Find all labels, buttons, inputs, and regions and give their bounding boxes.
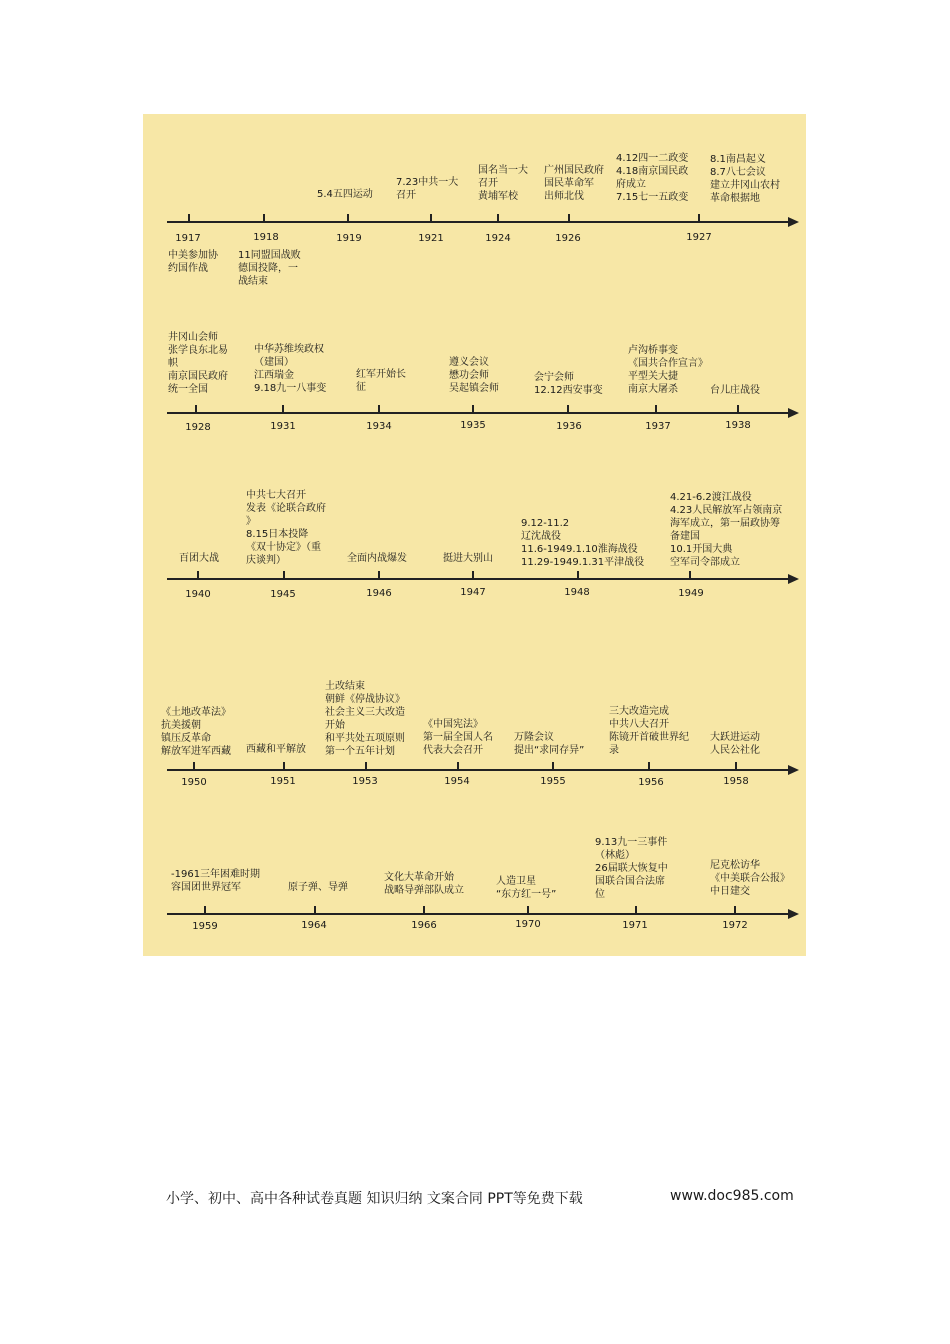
year-label: 1927 — [686, 232, 712, 243]
event-text: 中华苏维埃政权 （建国） 江西瑞金 9.18九一八事变 — [254, 344, 327, 394]
year-label: 1940 — [185, 589, 211, 600]
event-text: 文化大革命开始 战略导弹部队成立 — [384, 872, 464, 896]
event-text: 遵义会议 懋功会师 吴起镇会师 — [449, 357, 499, 394]
year-label: 1958 — [723, 776, 749, 787]
year-label: 1946 — [366, 588, 392, 599]
event-text: 三大改造完成 中共八大召开 陈镜开首破世界纪 录 — [609, 706, 689, 756]
year-label: 1972 — [722, 920, 748, 931]
year-label: 1936 — [556, 421, 582, 432]
event-text: 西藏和平解放 — [246, 744, 306, 755]
year-label: 1917 — [175, 233, 201, 244]
axis-arrow-icon — [788, 909, 799, 919]
footer-site-link[interactable]: www.doc985.com — [670, 1188, 794, 1204]
event-text: 大跃进运动 人民公社化 — [710, 732, 760, 756]
event-text: 万隆会议 提出“求同存异” — [514, 732, 585, 756]
year-tick — [423, 906, 425, 914]
year-label: 1918 — [253, 232, 279, 243]
year-tick — [314, 906, 316, 914]
year-tick — [635, 906, 637, 914]
year-label: 1950 — [181, 777, 207, 788]
footer — [166, 1188, 806, 1208]
event-text: 百团大战 — [179, 553, 219, 564]
year-label: 1951 — [270, 776, 296, 787]
event-text: 挺进大别山 — [443, 553, 493, 564]
event-text: 7.23中共一大 召开 — [396, 177, 459, 201]
event-text: -1961三年困难时期 容国团世界冠军 — [171, 869, 261, 893]
event-text: 红军开始长 征 — [356, 369, 406, 393]
timeline-row-5 — [143, 114, 806, 944]
year-label: 1937 — [645, 421, 671, 432]
event-text: 尼克松访华 《中美联合公报》 中日建交 — [710, 860, 790, 897]
year-label: 1947 — [460, 587, 486, 598]
year-label: 1964 — [301, 920, 327, 931]
event-text: 中美参加协 约国作战 — [168, 250, 218, 274]
event-text: 井冈山会师 张学良东北易 帜 南京国民政府 统一全国 — [168, 332, 228, 395]
event-text: 11同盟国战败 德国投降，一 战结束 — [238, 250, 301, 287]
timeline-panel — [143, 114, 806, 956]
year-label: 1924 — [485, 233, 511, 244]
event-text: 台儿庄战役 — [710, 385, 760, 396]
event-text: 9.13九一三事件 （林彪） 26届联大恢复中 国联合国合法席 位 — [595, 837, 668, 900]
event-text: 《土地改革法》 抗美援朝 镇压反革命 解放军进军西藏 — [161, 707, 231, 757]
year-label: 1966 — [411, 920, 437, 931]
footer-text: 小学、初中、高中各种试卷真题 知识归纳 文案合同 PPT等免费下载 — [166, 1191, 583, 1207]
year-label: 1926 — [555, 233, 581, 244]
year-tick — [204, 906, 206, 914]
year-label: 1948 — [564, 587, 590, 598]
year-label: 1949 — [678, 588, 704, 599]
timeline-axis — [167, 913, 792, 915]
year-label: 1931 — [270, 421, 296, 432]
year-label: 1959 — [192, 921, 218, 932]
event-text: 原子弹、导弹 — [288, 882, 348, 893]
event-text: 卢沟桥事变 《国共合作宣言》 平型关大捷 南京大屠杀 — [628, 345, 708, 395]
year-label: 1970 — [515, 919, 541, 930]
year-label: 1945 — [270, 589, 296, 600]
year-tick — [734, 906, 736, 914]
event-text: 《中国宪法》 第一届全国人名 代表大会召开 — [423, 719, 493, 756]
year-label: 1955 — [540, 776, 566, 787]
event-text: 9.12-11.2 辽沈战役 11.6-1949.1.10淮海战役 11.29-1949.1.31平津战役 — [521, 518, 645, 568]
year-label: 1935 — [460, 420, 486, 431]
year-label: 1953 — [352, 776, 378, 787]
year-tick — [527, 906, 529, 914]
year-label: 1934 — [366, 421, 392, 432]
year-label: 1954 — [444, 776, 470, 787]
event-text: 5.4五四运动 — [317, 189, 373, 200]
event-text: 广州国民政府 国民革命军 出师北伐 — [544, 165, 604, 202]
year-label: 1928 — [185, 422, 211, 433]
year-label: 1921 — [418, 233, 444, 244]
year-label: 1971 — [622, 920, 648, 931]
event-text: 人造卫星 “东方红一号” — [496, 876, 557, 900]
event-text: 会宁会师 12.12西安事变 — [534, 372, 603, 396]
event-text: 中共七大召开 发表《论联合政府 》 8.15日本投降 《双十协定》（重 庆谈判） — [246, 490, 326, 566]
year-label: 1956 — [638, 777, 664, 788]
event-text: 全面内战爆发 — [347, 553, 407, 564]
event-text: 4.21-6.2渡江战役 4.23人民解放军占领南京 海军成立，第一届政协筹 备建国 10.1开国大典 空军司令部成立 — [670, 492, 783, 568]
year-label: 1938 — [725, 420, 751, 431]
event-text: 土改结束 朝鲜《停战协议》 社会主义三大改造 开始 和平共处五项原则 第一个五年计划 — [325, 681, 405, 757]
year-label: 1919 — [336, 233, 362, 244]
event-text: 国名当一大 召开 黄埔军校 — [478, 165, 528, 202]
event-text: 8.1南昌起义 8.7八七会议 建立井冈山农村 革命根据地 — [710, 154, 780, 204]
event-text: 4.12四一二政变 4.18南京国民政 府成立 7.15七一五政变 — [616, 153, 689, 203]
